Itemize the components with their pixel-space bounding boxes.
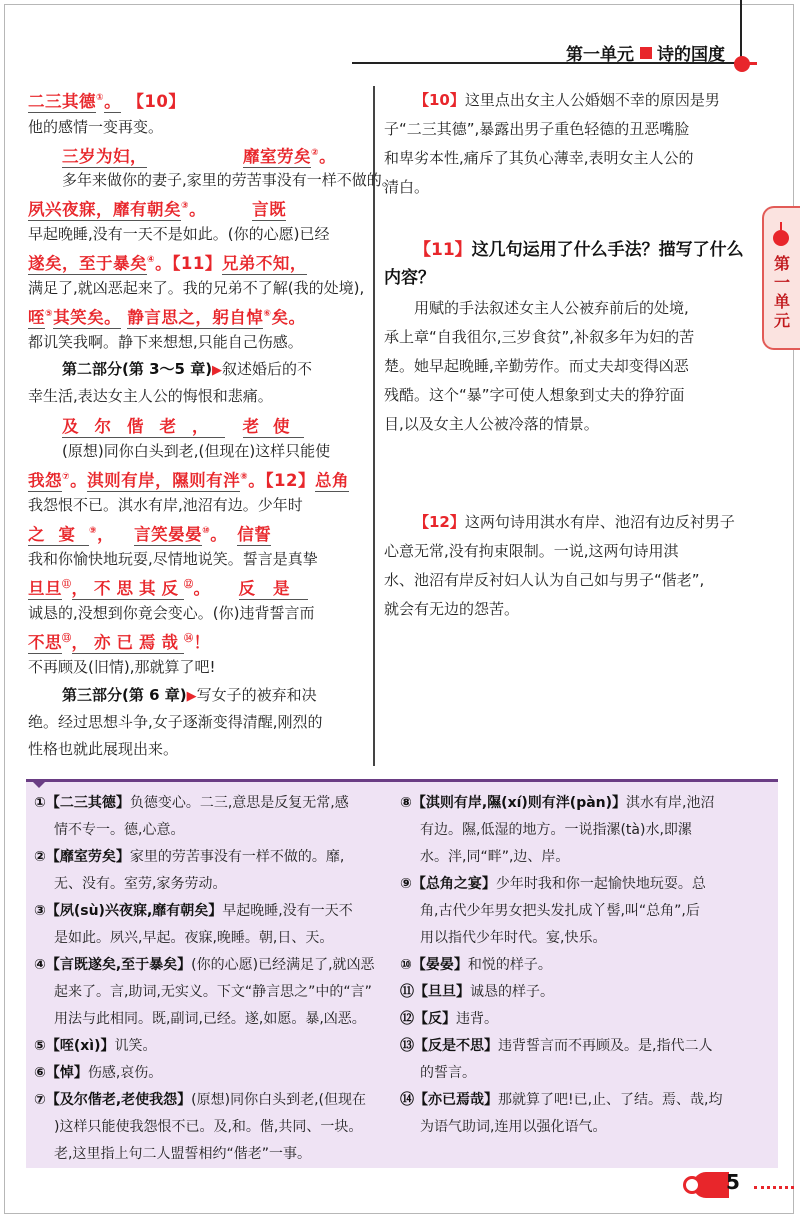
translation-line-6: (原想)同你白头到老,(但现在)这样只能使 [62, 442, 331, 460]
note-term: ⑦【及尔偕老,老使我怨】 [34, 1092, 192, 1108]
annotation-tag[interactable]: 【11】 [172, 254, 222, 273]
part-summary: 写女子的被弃和决 [196, 686, 317, 704]
plug-icon [683, 1176, 701, 1194]
part-two-heading [62, 358, 402, 379]
annotation-tag[interactable]: 【12】 [265, 471, 315, 490]
translation-line-2: 多年来做你的妻子,家里的劳苦事没有一样不做的。 [62, 171, 397, 189]
poem-text: 至于暴矣 [79, 254, 147, 273]
poem-text: 总角 [314, 471, 349, 490]
poem-text: 不思 [28, 633, 62, 652]
note-text: 早起晚睡,没有一天不 [222, 903, 353, 919]
poem-line-4 [28, 250, 368, 274]
translation-line-1: 他的感情一变再变。 [28, 118, 164, 136]
part-two-summary: 幸生活,表达女主人公的悔恨和悲痛。 [28, 387, 273, 405]
running-header [566, 40, 725, 65]
poem-text: 夙兴夜寐， [28, 200, 113, 219]
poem-text: 。 [70, 471, 88, 490]
poem-text: 及尔偕老， [62, 417, 225, 436]
poem-text: ！ [193, 633, 211, 652]
note-9 [400, 871, 772, 952]
poem-line-5 [28, 304, 368, 328]
footnote-marker: ⑦ [62, 472, 71, 482]
para-line: 清白。 [384, 178, 430, 196]
footer-dots [754, 1186, 794, 1189]
header-divider [740, 0, 742, 64]
bulb-icon [773, 230, 789, 246]
poem-text: ，亦已焉哉 [71, 633, 185, 652]
footnote-marker: ⑬ [62, 634, 72, 644]
footnote-marker: ⑤ [45, 309, 54, 319]
note-text: 的誓言。 [420, 1065, 476, 1081]
poem-text: 。 [189, 200, 207, 219]
poem-text: 躬自悼 [212, 308, 264, 327]
para-line: 目,以及女主人公被冷落的情景。 [384, 415, 599, 433]
footnote-marker: ① [96, 93, 105, 103]
poem-text: 靡有朝矣 [113, 200, 181, 219]
para-line: 这两句诗用淇水有岸、池沼有边反衬男子 [464, 513, 735, 531]
poem-text: 遂矣， [28, 254, 79, 273]
square-icon [640, 47, 652, 59]
note-13 [400, 1033, 772, 1087]
para-line: 楚。她早起晚睡,辛勤劳作。而丈夫却变得凶恶 [384, 357, 689, 375]
note-term: ②【靡室劳矣】 [34, 849, 130, 865]
poem-text: 兄弟不知， [221, 254, 307, 273]
note-14 [400, 1087, 772, 1141]
poem-text: 矣。 [271, 308, 306, 327]
part-three-heading [62, 684, 402, 705]
note-text: 违背誓言而不再顾及。是,指代二人 [498, 1038, 713, 1054]
note-text: 讥笑。 [114, 1038, 157, 1054]
note-1 [34, 790, 396, 844]
note-text: 是如此。夙兴,早起。夜寐,晚睡。朝,日、天。 [54, 930, 334, 946]
poem-text: 。 [155, 254, 173, 273]
part-three-line-2: 绝。经过思想斗争,女子逐渐变得清醒,刚烈的 [28, 713, 323, 731]
note-text: 起来了。言,助词,无实义。下文“静言思之”中的“言” [54, 984, 372, 1000]
poem-line-3 [28, 196, 368, 220]
part-range: (第 6 章) [122, 686, 187, 704]
footnote-marker: ④ [147, 255, 156, 265]
note-6 [34, 1060, 396, 1087]
part-range: (第 3～5 章) [122, 360, 213, 378]
note-term: ⑬【反是不思】 [400, 1038, 498, 1054]
footnote-marker: ⑧ [240, 472, 249, 482]
footnote-marker: ⑭ [184, 634, 194, 644]
note-term: ⑤【咥(xì)】 [34, 1038, 115, 1054]
poem-text: 。 [104, 92, 122, 111]
note-text: 淇水有岸,池沼 [626, 795, 715, 811]
para-line: 用赋的手法叙述女主人公被弃前后的处境, [414, 299, 689, 317]
footnote-marker: ⑪ [62, 580, 72, 590]
side-tab-label: 第一单元 [773, 254, 790, 330]
note-7 [34, 1087, 396, 1168]
side-tab[interactable] [762, 206, 800, 350]
annotation-tag: 【11】 [414, 240, 472, 260]
para-line: 子“二三其德”,暴露出男子重色轻德的丑恶嘴脸 [384, 120, 690, 138]
para-line: 承上章“自我徂尔,三岁食贫”,补叙多年为妇的苦 [384, 328, 695, 346]
unit-title: 诗的国度 [657, 45, 725, 65]
poem-line-8 [28, 521, 368, 545]
note-text: )这样只能使我怨恨不已。及,和。偕,共同、一块。 [54, 1119, 363, 1135]
poem-text: 。 [248, 471, 266, 490]
note-term: ⑧【淇则有岸,隰(xí)则有泮(pàn)】 [400, 795, 627, 811]
translation-line-10: 不再顾及(旧情),那就算了吧! [28, 658, 216, 676]
note-2 [34, 844, 396, 898]
note-text: 水。泮,同“畔”,边、岸。 [420, 849, 570, 865]
poem-line-6 [62, 413, 402, 437]
plug-icon [734, 56, 750, 72]
poem-text: 咥 [28, 308, 45, 327]
note-text: 为语气助词,连用以强化语气。 [420, 1119, 607, 1135]
annotation-12 [384, 508, 754, 624]
poem-text: 。 [193, 579, 211, 598]
poem-line-2 [62, 143, 402, 167]
note-text: 诚恳的样子。 [470, 984, 554, 1000]
poem-text: 言笑晏晏 [134, 525, 203, 544]
poem-text: 。 [210, 525, 228, 544]
poem-line-7 [28, 467, 368, 491]
poem-line-10 [28, 629, 368, 653]
poem-line-9 [28, 575, 368, 599]
poem-text: ， [97, 525, 115, 544]
poem-text: 信誓 [237, 525, 272, 544]
notes-box [26, 779, 778, 1168]
footnote-marker: ⑫ [184, 580, 194, 590]
note-term: ⑪【旦旦】 [400, 984, 470, 1000]
footnote-marker: ② [311, 148, 320, 158]
note-4 [34, 952, 396, 1033]
note-text: 和悦的样子。 [467, 957, 552, 973]
triangle-icon: ▶ [186, 689, 197, 704]
question-line: 内容？ [384, 268, 435, 288]
translation-line-8: 我和你愉快地玩耍,尽情地说笑。誓言是真挚 [28, 550, 318, 568]
annotation-tag[interactable]: 【10】 [127, 92, 186, 111]
unit-label: 第一单元 [566, 45, 634, 65]
note-term: ④【言既遂矣,至于暴矣】 [34, 957, 192, 973]
note-text: 家里的劳苦事没有一样不做的。靡, [129, 849, 345, 865]
question-11 [384, 236, 754, 292]
poem-text: 其笑矣。 [53, 308, 122, 327]
note-text: 违背。 [456, 1011, 498, 1027]
note-term: ⑩【晏晏】 [400, 957, 468, 973]
para-line: 水、池沼有岸反衬妇人认为自己如与男子“偕老”, [384, 571, 705, 589]
poem-text: 三岁为妇， [62, 147, 147, 166]
note-text: 用以指代少年时代。宴,快乐。 [420, 930, 607, 946]
note-11 [400, 979, 772, 1006]
poem-text: 之宴 [28, 525, 89, 544]
poem-text: 我怨 [28, 471, 62, 490]
poem-text: 二三其德 [28, 92, 96, 111]
poem-text: 淇则有岸，隰则有泮 [87, 471, 241, 490]
note-term: ①【二三其德】 [34, 795, 130, 811]
para-line: 残酷。这个“暴”字可使人想象到丈夫的狰狞面 [384, 386, 685, 404]
translation-line-7: 我怨恨不已。淇水有岸,池沼有边。少年时 [28, 496, 303, 514]
poem-text: 言既 [252, 200, 287, 219]
note-text: 老,这里指上句二人盟誓相约“偕老”一事。 [54, 1146, 311, 1162]
translation-line-5: 都讥笑我啊。静下来想想,只能自己伤感。 [28, 333, 303, 351]
para-line: 就会有无边的怨苦。 [384, 600, 520, 618]
note-term: ③【夙(sù)兴夜寐,靡有朝矣】 [34, 903, 223, 919]
footnote-marker: ⑩ [202, 526, 211, 536]
annotation-tag: 【10】 [414, 91, 465, 109]
footnote-marker: ⑥ [263, 309, 272, 319]
note-term: ⑫【反】 [400, 1011, 456, 1027]
page-number: 5 [726, 1170, 740, 1194]
poem-text: 旦旦 [28, 579, 62, 598]
note-8 [400, 790, 772, 871]
note-text: 有边。隰,低湿的地方。一说指漯(tà)水,即漯 [420, 822, 692, 838]
poem-text: 老使 [242, 417, 304, 436]
note-text: 情不专一。德,心意。 [54, 822, 185, 838]
poem-line-1 [28, 88, 368, 112]
note-text: 那就算了吧!已,止、了结。焉、哉,均 [498, 1092, 723, 1108]
note-term: ⑨【总角之宴】 [400, 876, 496, 892]
note-text: (原想)同你白头到老,(但现在 [191, 1092, 367, 1108]
para-line: 这里点出女主人公婚姻不幸的原因是男 [464, 91, 720, 109]
translation-line-4: 满足了,就凶恶起来了。我的兄弟不了解(我的处境), [28, 279, 365, 297]
para-line: 心意无常,没有拘束限制。一说,这两句诗用淇 [384, 542, 679, 560]
note-term: ⑭【亦已焉哉】 [400, 1092, 498, 1108]
annotation-tag: 【12】 [414, 513, 465, 531]
translation-line-9: 诚恳的,没想到你竟会变心。(你)违背誓言而 [28, 604, 315, 622]
question-line: 这几句运用了什么手法？描写了什么 [471, 240, 744, 260]
part-summary: 叙述婚后的不 [222, 360, 313, 378]
footnote-marker: ⑨ [89, 526, 98, 536]
part-label: 第二部分 [62, 360, 123, 378]
poem-text: 反是 [238, 579, 308, 598]
poem-text: 。 [319, 147, 337, 166]
para-line: 和卑劣本性,痛斥了其负心薄幸,表明女主人公的 [384, 149, 694, 167]
note-12 [400, 1006, 772, 1033]
triangle-icon: ▶ [212, 363, 223, 378]
part-three-line-3: 性格也就此展现出来。 [28, 740, 179, 758]
poem-text: 静言思之， [127, 308, 213, 327]
translation-line-3: 早起晚睡,没有一天不是如此。(你的心愿)已经 [28, 225, 330, 243]
part-label: 第三部分 [62, 686, 123, 704]
note-3 [34, 898, 396, 952]
note-text: 伤感,哀伤。 [87, 1065, 163, 1081]
annotation-10 [384, 86, 754, 202]
poem-text: ，不思其反 [71, 579, 185, 598]
note-text: 少年时我和你一起愉快地玩耍。总 [495, 876, 706, 892]
note-text: (你的心愿)已经满足了,就凶恶 [191, 957, 375, 973]
note-term: ⑥【悼】 [34, 1065, 88, 1081]
note-text: 用法与此相同。既,副词,已经。遂,如愿。暴,凶恶。 [54, 1011, 366, 1027]
note-5 [34, 1033, 396, 1060]
note-10 [400, 952, 772, 979]
note-text: 角,古代少年男女把头发扎成丫髻,叫“总角”,后 [420, 903, 700, 919]
note-text: 负德变心。二三,意思是反复无常,感 [129, 795, 349, 811]
footnote-marker: ③ [181, 201, 190, 211]
note-text: 无、没有。室劳,家务劳动。 [54, 876, 227, 892]
poem-text: 靡室劳矣 [243, 147, 311, 166]
answer-11 [384, 294, 754, 439]
